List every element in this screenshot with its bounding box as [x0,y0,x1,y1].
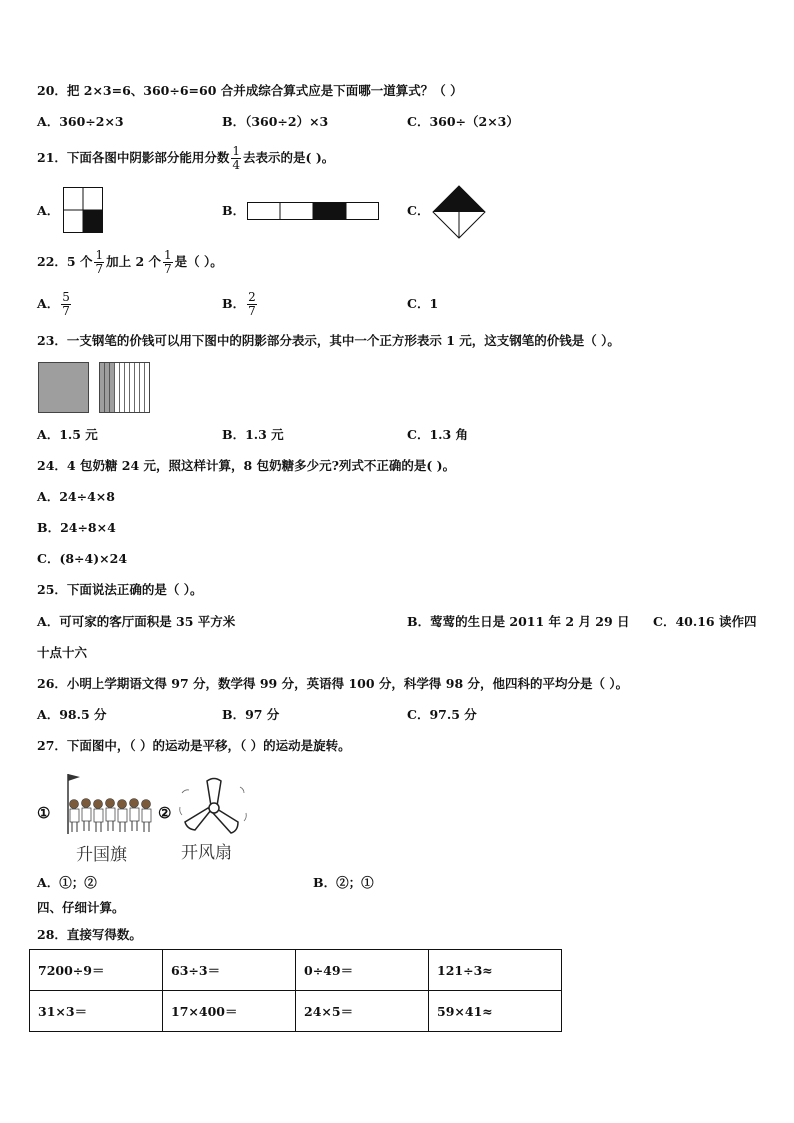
q21-option-c: C． [407,203,430,218]
section-heading: 四、仔细计算。 [37,900,125,915]
q22-fraction-2-numerator: 1 [164,248,172,262]
q22-fraction-2 [163,249,173,276]
q22-fraction-2-denominator: 7 [164,262,172,276]
q24-option-b: B．24÷8×4 [37,520,116,535]
q26-option-c: C．97.5 分 [407,707,477,722]
q25-option-b: B．莺莺的生日是 2011 年 2 月 29 日 [407,614,630,629]
q27-option-a: A．①；② [37,875,97,890]
q23-option-a: A．1.5 元 [37,427,98,442]
q23-option-c: C．1.3 角 [407,427,469,442]
q21-stem [37,140,334,176]
q23-square-partial [99,362,150,413]
q20-stem: 20．把 2×3=6、360÷6=60 合并成综合算式应是下面哪一道算式？（ ） [37,83,463,98]
calc-cell: 17×400＝ [163,991,296,1032]
table-row [30,950,562,991]
q21-stem-prefix: 21．下面各图中阴影部分能用分数 [37,150,230,165]
q21-figure-b [247,202,379,220]
calc-cell: 24×5＝ [296,991,429,1032]
q22-stem-part1: 22．5 个 [37,254,93,269]
q27-caption-2: 开风扇 [181,843,232,863]
q22-stem [37,244,223,280]
q28-stem: 28．直接写得数。 [37,927,142,942]
q22-option-a-numerator: 5 [62,290,70,304]
q21-option-a: A． [37,203,60,218]
q22-fraction-1-denominator: 7 [95,262,104,276]
q20-option-b: B．（360÷2）×3 [222,114,329,129]
q21-fraction-denominator: 4 [232,158,241,172]
q25-option-a: A．可可家的客厅面积是 35 平方米 [37,614,236,629]
q27-option-b: B．②；① [313,875,374,890]
calc-cell: 0÷49＝ [296,950,429,991]
q25-option-c-line1: C．40.16 读作四 [653,614,757,629]
q24-option-a: A．24÷4×8 [37,489,115,504]
fan-picture [176,773,252,839]
q21-fraction [231,145,241,172]
q27-caption-1: 升国旗 [76,845,127,865]
calc-cell: 7200÷9＝ [30,950,163,991]
flag-raising-picture [56,770,156,836]
calc-cell: 63÷3＝ [163,950,296,991]
q22-option-b-numerator: 2 [248,290,256,304]
q22-option-a [37,286,73,322]
q20-option-a: A．360÷2×3 [37,114,124,129]
q26-stem: 26．小明上学期语文得 97 分，数学得 99 分，英语得 100 分，科学得 98 分，他四科的平均分是（ ）。 [37,676,629,691]
q27-stem: 27．下面图中，（ ）的运动是平移，（ ）的运动是旋转。 [37,738,351,753]
q22-option-b [222,286,259,322]
q21-stem-suffix: 去表示的是( )。 [243,150,335,165]
q22-option-a-label: A． [37,296,60,311]
q22-option-b-fraction [247,291,257,318]
q25-stem: 25．下面说法正确的是（ ）。 [37,582,203,597]
q26-option-a: A．98.5 分 [37,707,107,722]
q21-fraction-numerator: 1 [232,144,241,158]
q21-figure-c [432,185,486,239]
q23-square-full [38,362,89,413]
q22-fraction-1 [94,249,104,276]
q26-option-b: B．97 分 [222,707,280,722]
q24-stem: 24．4 包奶糖 24 元，照这样计算，8 包奶糖多少元?列式不正确的是( )。 [37,458,456,473]
calc-cell: 59×41≈ [429,991,562,1032]
q20-option-c: C．360÷（2×3） [407,114,519,129]
q22-stem-part2: 加上 2 个 [106,254,161,269]
q28-calculation-table [29,949,562,1032]
q23-stem: 23．一支钢笔的价钱可以用下图中的阴影部分表示，其中一个正方形表示 1 元，这支钢笔的价钱是（ ）。 [37,333,620,348]
calc-cell: 31×3＝ [30,991,163,1032]
q22-option-a-denominator: 7 [62,304,70,318]
q22-fraction-1-numerator: 1 [95,248,104,262]
q21-figure-a [63,187,103,233]
q22-option-c: C．1 [407,296,439,311]
q21-option-b: B． [222,203,246,218]
q22-stem-part3: 是（ ）。 [174,254,223,269]
q22-option-b-denominator: 7 [248,304,256,318]
q25-option-c-line2: 十点十六 [37,645,88,660]
q22-option-a-fraction [61,291,71,318]
q27-mark-2: ② [158,804,172,822]
q27-mark-1: ① [37,804,51,822]
table-row [30,991,562,1032]
q22-option-b-label: B． [222,296,246,311]
q24-option-c: C．(8÷4)×24 [37,551,128,566]
calc-cell: 121÷3≈ [429,950,562,991]
q23-option-b: B．1.3 元 [222,427,284,442]
